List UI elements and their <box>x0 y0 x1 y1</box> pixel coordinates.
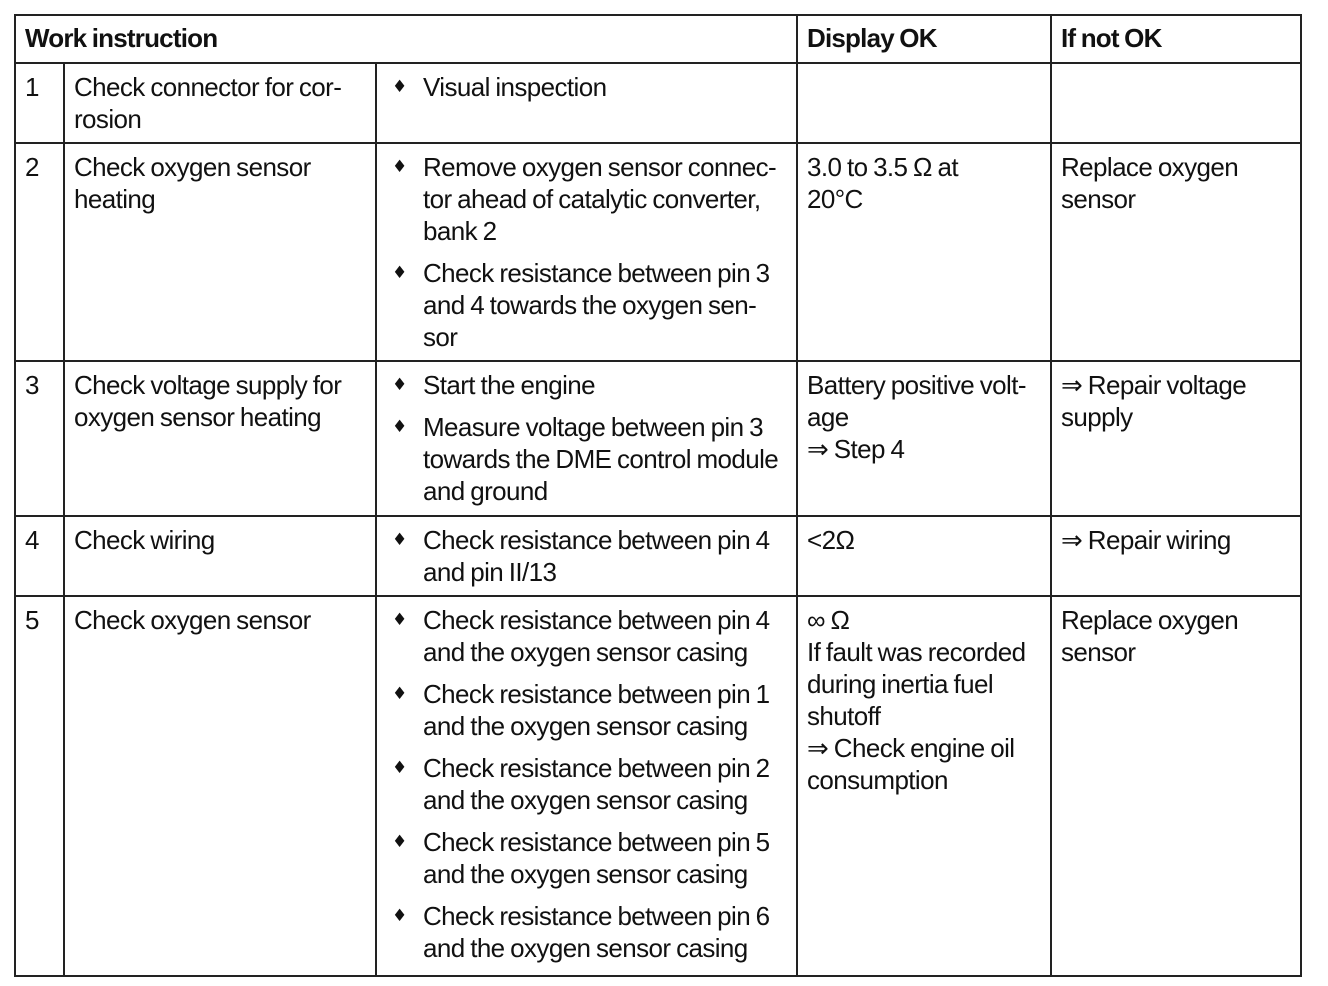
action-text: Check resistance between pin 2 and the oxygen sensor casing <box>423 753 770 815</box>
action-list <box>386 604 787 964</box>
action-item <box>386 151 787 247</box>
action-item <box>386 826 787 890</box>
diamond-bullet-icon: ♦ <box>392 375 407 395</box>
step-title: Check connector for cor- rosion <box>64 63 376 143</box>
diamond-bullet-icon: ♦ <box>392 417 407 437</box>
action-text: Check resistance between pin 5 and the oxygen sensor casing <box>423 827 770 889</box>
diamond-bullet-icon: ♦ <box>392 157 407 177</box>
step-title: Check wiring <box>64 516 376 596</box>
action-item <box>386 678 787 742</box>
step-title: Check oxygen sensor heating <box>64 143 376 361</box>
action-list <box>386 71 787 103</box>
step-actions <box>376 596 797 976</box>
if-not-ok-value: Replace oxygen sensor <box>1051 596 1301 976</box>
action-text: Remove oxygen sensor connec- tor ahead of catalytic converter, bank 2 <box>423 152 777 246</box>
step-number: 1 <box>15 63 64 143</box>
step-actions <box>376 63 797 143</box>
action-list <box>386 524 787 588</box>
display-ok-value: ∞ Ω If fault was recorded during inertia fuel shutoff ⇒ Check engine oil consumption <box>797 596 1051 976</box>
action-list <box>386 151 787 353</box>
action-text: Check resistance between pin 3 and 4 towards the oxygen sen- sor <box>423 258 770 352</box>
step-number: 4 <box>15 516 64 596</box>
if-not-ok-value: Replace oxygen sensor <box>1051 143 1301 361</box>
diamond-bullet-icon: ♦ <box>392 906 407 926</box>
step-title: Check oxygen sensor <box>64 596 376 976</box>
action-item <box>386 524 787 588</box>
work-instruction-table <box>14 14 1302 977</box>
table-row <box>15 143 1301 361</box>
diamond-bullet-icon: ♦ <box>392 530 407 550</box>
action-text: Check resistance between pin 4 and pin II/13 <box>423 525 770 587</box>
diamond-bullet-icon: ♦ <box>392 610 407 630</box>
action-text: Start the engine <box>423 370 595 400</box>
display-ok-value <box>797 63 1051 143</box>
action-text: Measure voltage between pin 3 towards the DME control module and ground <box>423 412 779 506</box>
diamond-bullet-icon: ♦ <box>392 77 407 97</box>
action-item <box>386 411 787 507</box>
if-not-ok-value: ⇒ Repair voltage supply <box>1051 361 1301 516</box>
table-row <box>15 596 1301 976</box>
action-item <box>386 71 787 103</box>
diamond-bullet-icon: ♦ <box>392 263 407 283</box>
action-text: Visual inspection <box>423 72 607 102</box>
action-text: Check resistance between pin 4 and the oxygen sensor casing <box>423 605 770 667</box>
diamond-bullet-icon: ♦ <box>392 684 407 704</box>
diamond-bullet-icon: ♦ <box>392 832 407 852</box>
action-list <box>386 369 787 507</box>
header-row <box>15 15 1301 63</box>
step-number: 5 <box>15 596 64 976</box>
step-number: 3 <box>15 361 64 516</box>
action-item <box>386 369 787 401</box>
step-title: Check voltage supply for oxygen sensor heating <box>64 361 376 516</box>
table-row <box>15 516 1301 596</box>
step-actions <box>376 516 797 596</box>
action-item <box>386 604 787 668</box>
action-item <box>386 752 787 816</box>
if-not-ok-value: ⇒ Repair wiring <box>1051 516 1301 596</box>
display-ok-value: Battery positive volt- age ⇒ Step 4 <box>797 361 1051 516</box>
display-ok-value: <2Ω <box>797 516 1051 596</box>
step-actions <box>376 143 797 361</box>
action-text: Check resistance between pin 1 and the oxygen sensor casing <box>423 679 770 741</box>
if-not-ok-value <box>1051 63 1301 143</box>
header-work-instruction: Work instruction <box>15 15 797 63</box>
header-display-ok: Display OK <box>797 15 1051 63</box>
table-row <box>15 63 1301 143</box>
action-item <box>386 900 787 964</box>
display-ok-value: 3.0 to 3.5 Ω at 20°C <box>797 143 1051 361</box>
header-if-not-ok: If not OK <box>1051 15 1301 63</box>
table-row <box>15 361 1301 516</box>
action-item <box>386 257 787 353</box>
step-actions <box>376 361 797 516</box>
diamond-bullet-icon: ♦ <box>392 758 407 778</box>
step-number: 2 <box>15 143 64 361</box>
action-text: Check resistance between pin 6 and the oxygen sensor casing <box>423 901 770 963</box>
